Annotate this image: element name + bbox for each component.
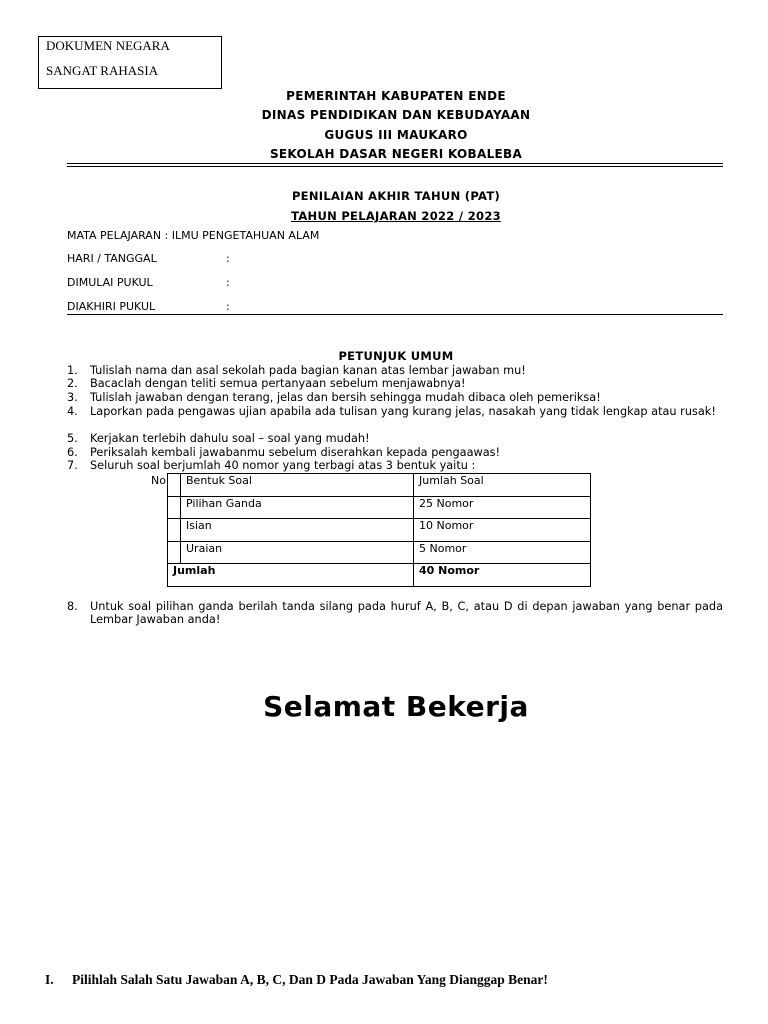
closing-message: Selamat Bekerja xyxy=(263,690,529,723)
table-cell-form: Uraian xyxy=(181,541,414,564)
header-rule-bottom xyxy=(67,166,723,167)
instruction-text: Tulislah jawaban dengan terang, jelas dan bersih sehingga mudah dibaca oleh pemeriksa! xyxy=(90,391,601,404)
table-cell-no xyxy=(168,541,181,564)
instruction-number: 4. xyxy=(67,405,78,418)
instruction-number: 6. xyxy=(67,446,78,459)
exam-year: TAHUN PELAJARAN 2022 / 2023 xyxy=(291,209,501,223)
instruction-text: Tulislah nama dan asal sekolah pada bagian kanan atas lembar jawaban mu! xyxy=(90,364,526,377)
question-type-table xyxy=(167,473,591,587)
table-header-form: Bentuk Soal xyxy=(181,474,414,497)
classification-box xyxy=(38,36,222,89)
section-number: I. xyxy=(45,972,54,987)
end-time-colon: : xyxy=(226,300,230,313)
instruction-text: Bacaclah dengan teliti semua pertanyaan sebelum menjawabnya! xyxy=(90,377,466,390)
instruction-number: 3. xyxy=(67,391,78,404)
instruction-number: 2. xyxy=(67,377,78,390)
start-time-label: DIMULAI PUKUL xyxy=(67,276,153,289)
exam-title: PENILAIAN AKHIR TAHUN (PAT) xyxy=(291,189,501,203)
header-line-3: GUGUS III MAUKARO xyxy=(324,128,468,142)
table-cell-no xyxy=(168,474,181,497)
instruction-text: Kerjakan terlebih dahulu soal – soal yang mudah! xyxy=(90,432,370,445)
table-cell-count: 5 Nomor xyxy=(414,541,591,564)
table-total-label: Jumlah xyxy=(168,564,414,587)
table-row xyxy=(168,541,591,564)
table-header-row xyxy=(168,474,591,497)
instructions-title: PETUNJUK UMUM xyxy=(338,349,454,363)
day-date-label: HARI / TANGGAL xyxy=(67,252,157,265)
instruction-text: Seluruh soal berjumlah 40 nomor yang terbagi atas 3 bentuk yaitu : xyxy=(90,459,476,472)
table-total-value: 40 Nomor xyxy=(414,564,591,587)
info-rule xyxy=(67,314,723,315)
instruction-number: 1. xyxy=(67,364,78,377)
header-line-1: PEMERINTAH KABUPATEN ENDE xyxy=(286,89,506,103)
table-total-row xyxy=(168,564,591,587)
instruction-text: Laporkan pada pengawas ujian apabila ada tulisan yang kurang jelas, nasakah yang tidak lengkap atau rusak! xyxy=(90,405,716,418)
table-cell-form: Pilihan Ganda xyxy=(181,496,414,519)
header-rule-top xyxy=(67,163,723,164)
table-cell-no xyxy=(168,496,181,519)
end-time-label: DIAKHIRI PUKUL xyxy=(67,300,156,313)
table-cell-no xyxy=(168,519,181,542)
instruction-text: Periksalah kembali jawabanmu sebelum diserahkan kepada pengaawas! xyxy=(90,446,501,459)
table-row xyxy=(168,496,591,519)
table-header-count: Jumlah Soal xyxy=(414,474,591,497)
classification-line-2: SANGAT RAHASIA xyxy=(46,63,159,78)
table-cell-form: Isian xyxy=(181,519,414,542)
subject-line: MATA PELAJARAN : ILMU PENGETAHUAN ALAM xyxy=(67,229,320,242)
start-time-colon: : xyxy=(226,276,230,289)
table-cell-count: 25 Nomor xyxy=(414,496,591,519)
section-instruction: Pilihlah Salah Satu Jawaban A, B, C, Dan D Pada Jawaban Yang Dianggap Benar! xyxy=(72,972,548,987)
header-line-2: DINAS PENDIDIKAN DAN KEBUDAYAAN xyxy=(261,108,531,122)
instruction-number: 7. xyxy=(67,459,78,472)
day-date-colon: : xyxy=(226,252,230,265)
classification-line-1: DOKUMEN NEGARA xyxy=(46,38,170,53)
instruction-text: Untuk soal pilihan ganda berilah tanda silang pada huruf A, B, C, atau D di depan jawaban yang benar pada Lembar Jawaban anda! xyxy=(90,600,723,626)
header-line-4: SEKOLAH DASAR NEGERI KOBALEBA xyxy=(269,147,523,161)
table-row xyxy=(168,519,591,542)
table-cell-count: 10 Nomor xyxy=(414,519,591,542)
instruction-number: 5. xyxy=(67,432,78,445)
table-header-no: No xyxy=(151,474,166,487)
instruction-number: 8. xyxy=(67,600,78,613)
